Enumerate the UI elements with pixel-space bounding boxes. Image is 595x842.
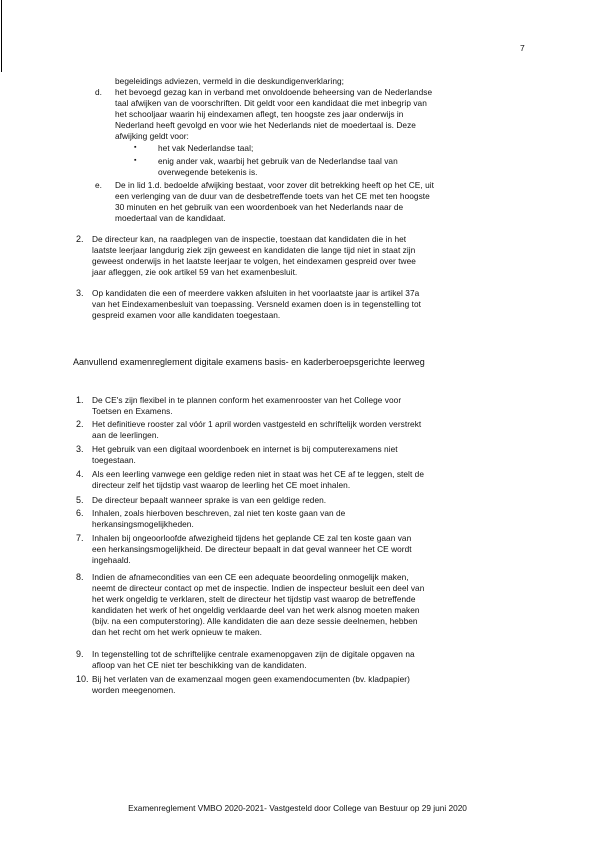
page-number: 7 <box>520 43 525 53</box>
item-line: Inhalen, zoals hierboven beschreven, zal niet ten koste gaan van de <box>92 508 346 518</box>
item-line: neemt de directeur contact op met de inspectie. Indien de inspecteur besluit een deel van <box>92 583 425 593</box>
item-line: 30 minuten en het gebruik van een woordenboek van het Nederlands naar de <box>115 202 404 212</box>
item-line: De directeur bepaalt wanneer sprake is van een geldige reden. <box>92 495 327 505</box>
item-line: De directeur kan, na raadplegen van de inspectie, toestaan dat kandidaten die in het <box>92 234 407 244</box>
item-line: moedertaal van de kandidaat. <box>115 213 226 223</box>
item-line: het werk ongeldig te verklaren, stelt de directeur het tijdstip vast waarop de betreffende <box>92 594 416 604</box>
item-line: dan het recht om het werk opnieuw te maken. <box>92 627 263 637</box>
item-line: Toetsen en Examens. <box>92 406 173 416</box>
continuation-line: begeleidings adviezen, vermeld in die deskundigenverklaring; <box>115 76 345 86</box>
item-marker: 1. <box>76 395 84 405</box>
item-line: Indien de afnamecondities van een CE een adequate beoordeling onmogelijk maken, <box>92 572 409 582</box>
item-line: Het definitieve rooster zal vóór 1 april worden vastgesteld en schriftelijk worden verstrekt <box>92 419 422 429</box>
item-marker: 5. <box>76 495 84 505</box>
item-line: van het Eindexamenbesluit van toepassing. Versneld examen doen is in tegenstelling tot <box>92 299 422 309</box>
item-line: Op kandidaten die een of meerdere vakken afsluiten in het voorlaatste jaar is artikel 37a <box>92 288 420 298</box>
section-heading: Aanvullend examenreglement digitale examens basis- en kaderberoepsgerichte leerweg <box>73 357 425 367</box>
item-line: Nederland heeft gevolgd en voor wie het Nederlands niet de moedertaal is. Deze <box>115 120 416 130</box>
page-footer: Examenreglement VMBO 2020-2021- Vastgesteld door College van Bestuur op 29 juni 2020 <box>128 803 467 813</box>
item-line: De in lid 1.d. bedoelde afwijking bestaat, voor zover dit betrekking heeft op het CE, uit <box>115 180 434 190</box>
item-line: herkansingsmogelijkheden. <box>92 519 194 529</box>
bullet-line: enig ander vak, waarbij het gebruik van de Nederlandse taal van <box>158 156 398 166</box>
item-marker: 2. <box>76 419 84 429</box>
item-marker: e. <box>95 180 102 190</box>
item-marker: 7. <box>76 533 84 543</box>
item-line: kandidaten het werk of het ongeldig verklaarde deel van het werk alsnog moeten maken <box>92 605 420 615</box>
item-line: het schooljaar waarin hij eindexamen aflegt, ten hoogste zes jaar onderwijs in <box>115 109 404 119</box>
item-line: (bijv. na een computerstoring). Alle kandidaten die aan deze sessie deelnemen, hebben <box>92 616 418 626</box>
item-line: een herkansingsmogelijkheid. De directeur bepaalt in dat geval wanneer het CE wordt <box>92 544 412 554</box>
item-marker: 4. <box>76 469 84 479</box>
item-line: Inhalen bij ongeoorloofde afwezigheid tijdens het geplande CE zal ten koste gaan van <box>92 533 412 543</box>
item-line: afloop van het CE niet ter beschikking van de kandidaten. <box>92 660 307 670</box>
item-line: toegestaan. <box>92 455 136 465</box>
bullet-line: overwegende betekenis is. <box>158 167 258 177</box>
item-line: worden meegenomen. <box>92 685 176 695</box>
item-line: Als een leerling vanwege een geldige reden niet in staat was het CE af te leggen, stelt de <box>92 469 424 479</box>
item-marker: d. <box>95 87 102 97</box>
item-marker: 3. <box>76 444 84 454</box>
item-line: Bij het verlaten van de examenzaal mogen geen examendocumenten (bv. kladpapier) <box>92 674 410 684</box>
item-line: afwijking geldt voor: <box>115 131 189 141</box>
item-line: taal afwijken van de voorschriften. Dit geldt voor een kandidaat die met inbegrip van <box>115 98 427 108</box>
bullet-marker: ▪ <box>134 144 137 151</box>
item-line: ingehaald. <box>92 555 131 565</box>
item-marker: 3. <box>76 288 84 298</box>
item-line: jaar afleggen, zie ook artikel 59 van het examenbesluit. <box>92 267 298 277</box>
item-marker: 6. <box>76 508 84 518</box>
item-line: De CE's zijn flexibel in te plannen conform het examenrooster van het College voor <box>92 395 402 405</box>
bullet-marker: ▪ <box>134 157 137 164</box>
item-marker: 9. <box>76 649 84 659</box>
item-line: het bevoegd gezag kan in verband met onvoldoende beheersing van de Nederlandse <box>115 87 433 97</box>
item-line: Het gebruik van een digitaal woordenboek en internet is bij computerexamens niet <box>92 444 398 454</box>
item-marker: 10. <box>76 674 89 684</box>
item-marker: 2. <box>76 234 84 244</box>
item-line: gespreid examen voor alle kandidaten toegestaan. <box>92 310 281 320</box>
bullet-line: het vak Nederlandse taal; <box>158 143 254 153</box>
item-line: geweest onderwijs in het laatste leerjaar te volgen, het eindexamen gespreid over twee <box>92 256 416 266</box>
item-line: In tegenstelling tot de schriftelijke centrale examenopgaven zijn de digitale opgaven na <box>92 649 415 659</box>
item-line: laatste leerjaar langdurig ziek zijn geweest en kandidaten die lange tijd niet in staat zijn <box>92 245 416 255</box>
item-line: directeur zelf het tijdstip vast waarop de leerling het CE moet inhalen. <box>92 480 351 490</box>
item-marker: 8. <box>76 572 84 582</box>
item-line: een verlenging van de duur van de desbetreffende toets van het CE met ten hoogste <box>115 191 430 201</box>
item-line: aan de leerlingen. <box>92 430 159 440</box>
margin-rule <box>1 0 2 72</box>
